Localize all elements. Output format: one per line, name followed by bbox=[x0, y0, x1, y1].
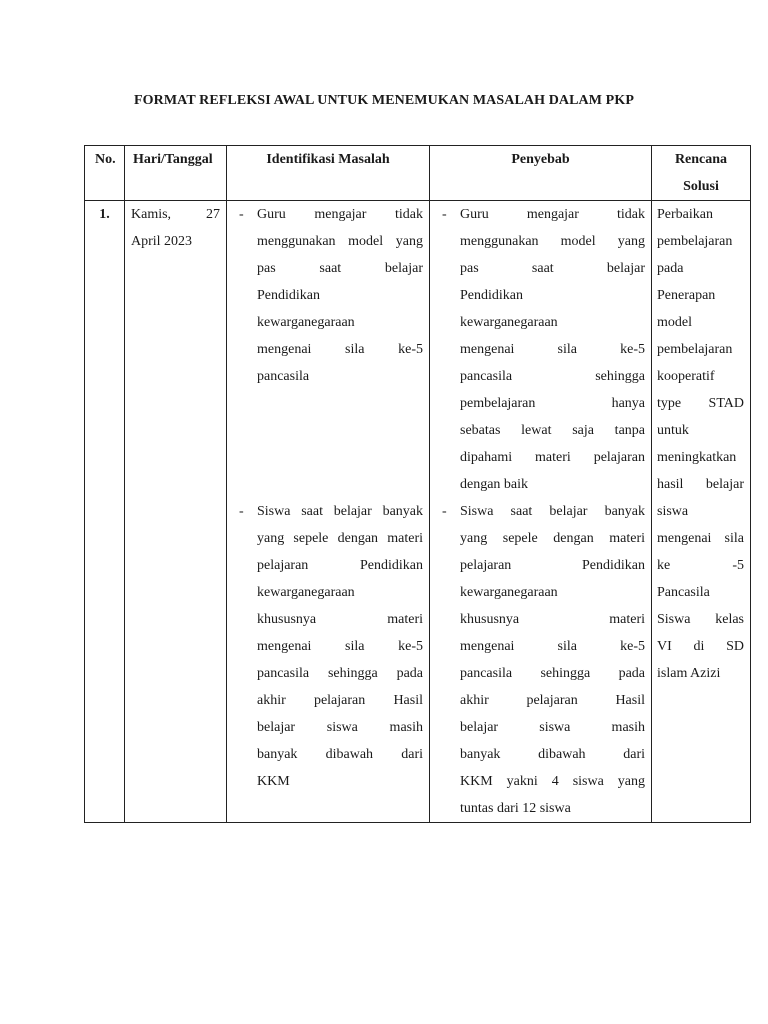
bullet-dash: - bbox=[239, 207, 244, 222]
identifikasi-line: pas saat belajar bbox=[257, 261, 423, 276]
solusi-text bbox=[657, 201, 744, 687]
header-penyebab: Penyebab bbox=[430, 146, 652, 201]
hari-line-2: April 2023 bbox=[131, 234, 193, 249]
identifikasi-line: khususnya materi bbox=[257, 612, 423, 627]
solusi-line: kooperatif bbox=[657, 369, 715, 384]
penyebab-line: mengenai sila ke-5 bbox=[460, 639, 645, 654]
solusi-line: siswa bbox=[657, 504, 689, 519]
identifikasi-line: akhir pelajaran Hasil bbox=[257, 693, 423, 708]
penyebab-line: kewarganegaraan bbox=[460, 315, 558, 330]
penyebab-line: dipahami materi pelajaran bbox=[460, 450, 645, 465]
row-rencana-solusi bbox=[652, 201, 751, 823]
penyebab-line: tuntas dari 12 siswa bbox=[460, 801, 571, 816]
penyebab-line: Siswa saat belajar banyak bbox=[460, 504, 645, 519]
header-no: No. bbox=[85, 146, 125, 201]
solusi-line: Penerapan bbox=[657, 288, 716, 303]
penyebab-line: pelajaran Pendidikan bbox=[460, 558, 645, 573]
solusi-line: Pancasila bbox=[657, 585, 710, 600]
penyebab-line: yang sepele dengan materi bbox=[460, 531, 645, 546]
penyebab-line: KKM yakni 4 siswa yang bbox=[460, 774, 645, 789]
penyebab-line: sebatas lewat saja tanpa bbox=[460, 423, 645, 438]
hari-line-1 bbox=[131, 201, 220, 228]
penyebab-line: menggunakan model yang bbox=[460, 234, 645, 249]
solusi-line: model bbox=[657, 315, 692, 330]
penyebab-line: khususnya materi bbox=[460, 612, 645, 627]
identifikasi-list bbox=[234, 201, 423, 795]
penyebab-line: banyak dibawah dari bbox=[460, 747, 645, 762]
identifikasi-line: mengenai sila ke-5 bbox=[257, 639, 423, 654]
header-rencana-label: Rencana bbox=[674, 152, 728, 167]
solusi-line: pembelajaran bbox=[657, 234, 733, 249]
bullet-dash: - bbox=[239, 504, 244, 519]
solusi-line: islam Azizi bbox=[657, 666, 721, 681]
row-identifikasi-masalah bbox=[227, 201, 430, 823]
row-penyebab bbox=[430, 201, 652, 823]
row-number: 1. bbox=[85, 201, 125, 823]
penyebab-line: pembelajaran hanya bbox=[460, 396, 645, 411]
identifikasi-item bbox=[234, 201, 423, 390]
bullet-dash: - bbox=[442, 207, 447, 222]
solusi-line: Perbaikan bbox=[657, 207, 713, 222]
identifikasi-line: Pendidikan bbox=[257, 288, 320, 303]
penyebab-list bbox=[437, 201, 645, 822]
identifikasi-line: kewarganegaraan bbox=[257, 315, 355, 330]
penyebab-line: dengan baik bbox=[460, 477, 529, 492]
penyebab-line: Pendidikan bbox=[460, 288, 523, 303]
hari-day-number: 27 bbox=[206, 207, 220, 222]
penyebab-line: belajar siswa masih bbox=[460, 720, 645, 735]
solusi-line: meningkatkan bbox=[657, 450, 737, 465]
penyebab-line: pancasila sehingga bbox=[460, 369, 645, 384]
solusi-line: type STAD bbox=[657, 396, 744, 411]
solusi-line: ke -5 bbox=[657, 558, 744, 573]
penyebab-line: mengenai sila ke-5 bbox=[460, 342, 645, 357]
identifikasi-line: menggunakan model yang bbox=[257, 234, 423, 249]
identifikasi-line: mengenai sila ke-5 bbox=[257, 342, 423, 357]
row-hari-tanggal bbox=[125, 201, 227, 823]
penyebab-line: Guru mengajar tidak bbox=[460, 207, 645, 222]
identifikasi-line: belajar siswa masih bbox=[257, 720, 423, 735]
document-title: FORMAT REFLEKSI AWAL UNTUK MENEMUKAN MASALAH DALAM PKP bbox=[134, 93, 634, 108]
solusi-line: mengenai sila bbox=[657, 531, 744, 546]
identifikasi-line: KKM bbox=[257, 774, 290, 789]
penyebab-item bbox=[437, 498, 645, 822]
header-hari-tanggal: Hari/Tanggal bbox=[125, 146, 227, 201]
table-header-row bbox=[85, 146, 751, 201]
solusi-line: Siswa kelas bbox=[657, 612, 744, 627]
bullet-dash: - bbox=[442, 504, 447, 519]
identifikasi-line: Siswa saat belajar banyak bbox=[257, 504, 423, 519]
header-identifikasi-masalah: Identifikasi Masalah bbox=[227, 146, 430, 201]
penyebab-line: pancasila sehingga pada bbox=[460, 666, 645, 681]
solusi-line: pada bbox=[657, 261, 684, 276]
hari-day-name: Kamis, bbox=[131, 207, 172, 222]
solusi-line: hasil belajar bbox=[657, 477, 744, 492]
solusi-line: untuk bbox=[657, 423, 689, 438]
identifikasi-line: pancasila bbox=[257, 369, 310, 384]
identifikasi-item bbox=[234, 498, 423, 795]
reflection-table bbox=[84, 145, 751, 823]
identifikasi-line: banyak dibawah dari bbox=[257, 747, 423, 762]
solusi-line: pembelajaran bbox=[657, 342, 733, 357]
identifikasi-line: Guru mengajar tidak bbox=[257, 207, 423, 222]
penyebab-line: akhir pelajaran Hasil bbox=[460, 693, 645, 708]
penyebab-line: kewarganegaraan bbox=[460, 585, 558, 600]
header-rencana-solusi bbox=[652, 146, 751, 201]
table-row bbox=[85, 201, 751, 823]
identifikasi-line: kewarganegaraan bbox=[257, 585, 355, 600]
identifikasi-line: yang sepele dengan materi bbox=[257, 531, 423, 546]
header-solusi-label: Solusi bbox=[683, 179, 719, 194]
identifikasi-line: pelajaran Pendidikan bbox=[257, 558, 423, 573]
identifikasi-line: pancasila sehingga pada bbox=[257, 666, 423, 681]
penyebab-item bbox=[437, 201, 645, 498]
penyebab-line: pas saat belajar bbox=[460, 261, 645, 276]
solusi-line: VI di SD bbox=[657, 639, 744, 654]
